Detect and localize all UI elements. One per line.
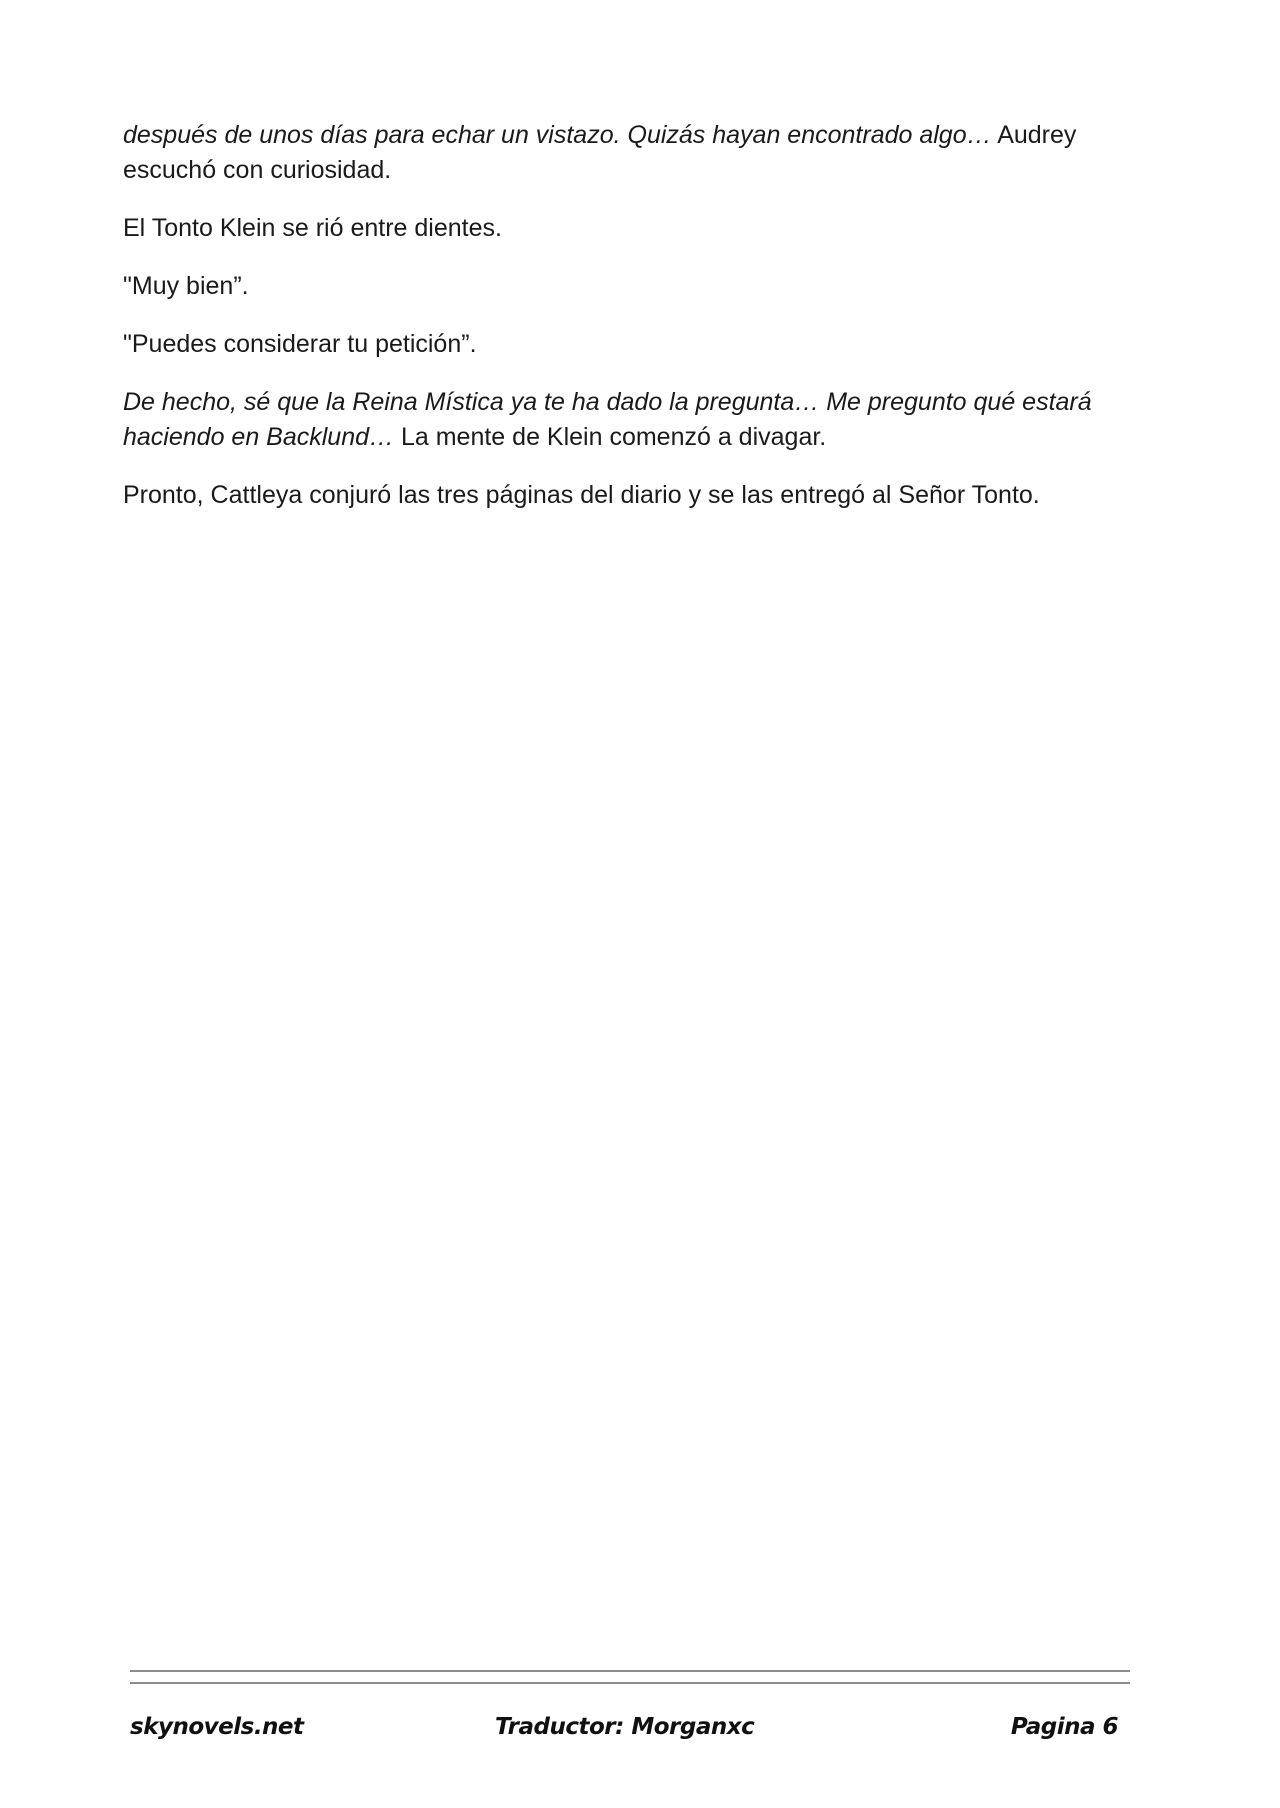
text-run: Pronto, Cattleya conjuró las tres páginas del diario y se las entregó al Señor Tonto. [123,481,1040,509]
page-footer [130,1714,1130,1748]
paragraph [123,211,1143,246]
paragraph [123,327,1143,362]
text-run: "Muy bien”. [123,272,249,300]
italic-text: De hecho, sé que la Reina Mística ya te ha dado la pregunta… Me pregunto qué estará haciendo en Backlund… [123,388,1092,451]
text-run: La mente de Klein comenzó a divagar. [394,423,827,451]
italic-text: después de unos días para echar un vistazo. Quizás hayan encontrado algo… [123,121,992,149]
text-run: "Puedes considerar tu petición”. [123,330,477,358]
footer-translator: Traductor: Morganxc [495,1714,755,1740]
text-run: Audrey escuchó con curiosidad. [123,121,1077,184]
paragraph [123,385,1143,455]
paragraph [123,478,1143,513]
footer-rule-top [130,1670,1130,1672]
paragraph [123,269,1143,304]
text-run: El Tonto Klein se rió entre dientes. [123,214,502,242]
footer-site: skynovels.net [130,1714,304,1740]
footer-rule-bottom [130,1682,1130,1684]
footer-divider [130,1670,1130,1694]
paragraph [123,118,1143,188]
document-body [123,118,1143,536]
footer-page-number: Pagina 6 [1010,1714,1118,1740]
